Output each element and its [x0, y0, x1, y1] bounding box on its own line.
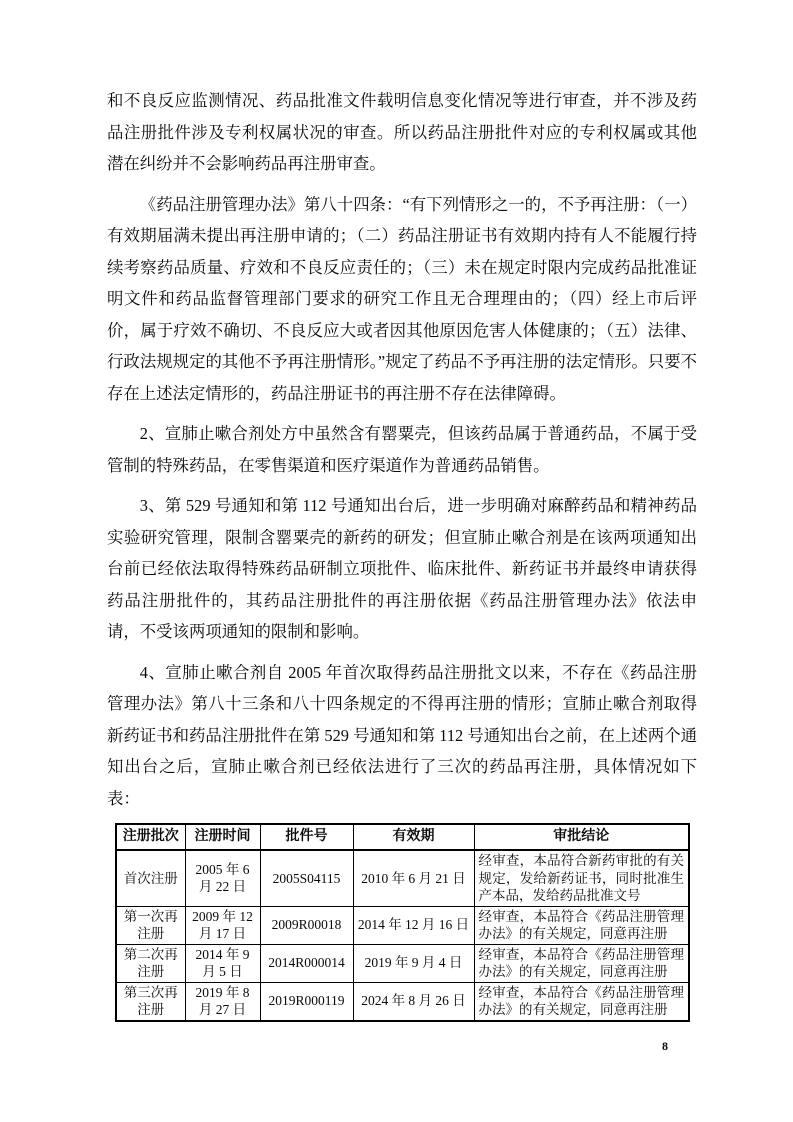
cell-batch: 第二次再注册 — [116, 944, 185, 982]
cell-date: 2009 年 12 月 17 日 — [185, 906, 260, 944]
cell-validity: 2024 年 8 月 26 日 — [353, 982, 474, 1021]
cell-date: 2019 年 8 月 27 日 — [185, 982, 260, 1021]
paragraph-3: 2、宣肺止嗽合剂处方中虽然含有罂粟壳，但该药品属于普通药品，不属于受管制的特殊药品，在零售渠道和医疗渠道作为普通药品销售。 — [107, 424, 697, 475]
table-row-4 — [116, 982, 689, 1021]
registration-history-table — [115, 823, 690, 1022]
cell-batch: 第三次再注册 — [116, 982, 185, 1021]
body-paragraphs — [107, 85, 697, 814]
cell-approval-number: 2005S04115 — [260, 850, 353, 906]
column-header-validity: 有效期 — [353, 824, 474, 850]
cell-validity: 2014 年 12 月 16 日 — [353, 906, 474, 944]
paragraph-1: 和不良反应监测情况、药品批准文件载明信息变化情况等进行审查，并不涉及药品注册批件涉及专利权属状况的审查。所以药品注册批件对应的专利权属或其他潜在纠纷并不会影响药品再注册审查。 — [107, 91, 697, 173]
column-header-approval-number: 批件号 — [260, 824, 353, 850]
table-row-1 — [116, 850, 689, 906]
paragraph-5: 4、宣肺止嗽合剂自 2005 年首次取得药品注册批文以来，不存在《药品注册管理办法》第八十三条和八十四条规定的不得再注册的情形；宣肺止嗽合剂取得新药证书和药品注册批件在第 529 号通知和第 112 号通知出台之前，在上述两个通知出台之后，宣肺止嗽合剂已经依法进行了三次的药品再注册，具体情况如下表： — [107, 662, 697, 808]
column-header-date: 注册时间 — [185, 824, 260, 850]
cell-validity: 2019 年 9 月 4 日 — [353, 944, 474, 982]
cell-date: 2005 年 6 月 22 日 — [185, 850, 260, 906]
column-header-conclusion: 审批结论 — [474, 824, 689, 850]
cell-batch: 首次注册 — [116, 850, 185, 906]
cell-batch: 第一次再注册 — [116, 906, 185, 944]
cell-approval-number: 2019R000119 — [260, 982, 353, 1021]
table-row-3 — [116, 944, 689, 982]
cell-conclusion: 经审查，本品符合《药品注册管理办法》的有关规定，同意再注册 — [474, 982, 689, 1021]
column-header-batch: 注册批次 — [116, 824, 185, 850]
cell-conclusion: 经审查，本品符合新药审批的有关规定，发给新药证书，同时批准生产本品，发给药品批准文号 — [474, 850, 689, 906]
paragraph-4: 3、第 529 号通知和第 112 号通知出台后，进一步明确对麻醉药品和精神药品实验研究管理，限制含罂粟壳的新药的研发；但宣肺止嗽合剂是在该两项通知出台前已经依法取得特殊药品研制立项批件、临床批件、新药证书并最终申请获得药品注册批件的，其药品注册批件的再注册依据《药品注册管理办法》依法申请，不受该两项通知的限制和影响。 — [107, 496, 697, 641]
table-body — [116, 850, 689, 1021]
table-header-row — [116, 824, 689, 850]
cell-conclusion: 经审查，本品符合《药品注册管理办法》的有关规定，同意再注册 — [474, 944, 689, 982]
cell-approval-number: 2014R000014 — [260, 944, 353, 982]
document-content — [107, 85, 697, 1022]
cell-approval-number: 2009R00018 — [260, 906, 353, 944]
cell-conclusion: 经审查，本品符合《药品注册管理办法》的有关规定，同意再注册 — [474, 906, 689, 944]
paragraph-2: 《药品注册管理办法》第八十四条：“有下列情形之一的，不予再注册：（一）有效期届满未提出再注册申请的；（二）药品注册证书有效期内持有人不能履行持续考察药品质量、疗效和不良反应责任的；（三）未在规定时限内完成药品批准证明文件和药品监督管理部门要求的研究工作且无合理理由的；（四）经上市后评价，属于疗效不确切、不良反应大或者因其他原因危害人体健康的；（五）法律、行政法规规定的其他不予再注册情形。”规定了药品不予再注册的法定情形。只要不存在上述法定情形的，药品注册证书的再注册不存在法律障碍。 — [107, 194, 697, 403]
cell-date: 2014 年 9 月 5 日 — [185, 944, 260, 982]
table-row-2 — [116, 906, 689, 944]
page-number: 8 — [662, 1039, 668, 1053]
cell-validity: 2010 年 6 月 21 日 — [353, 850, 474, 906]
